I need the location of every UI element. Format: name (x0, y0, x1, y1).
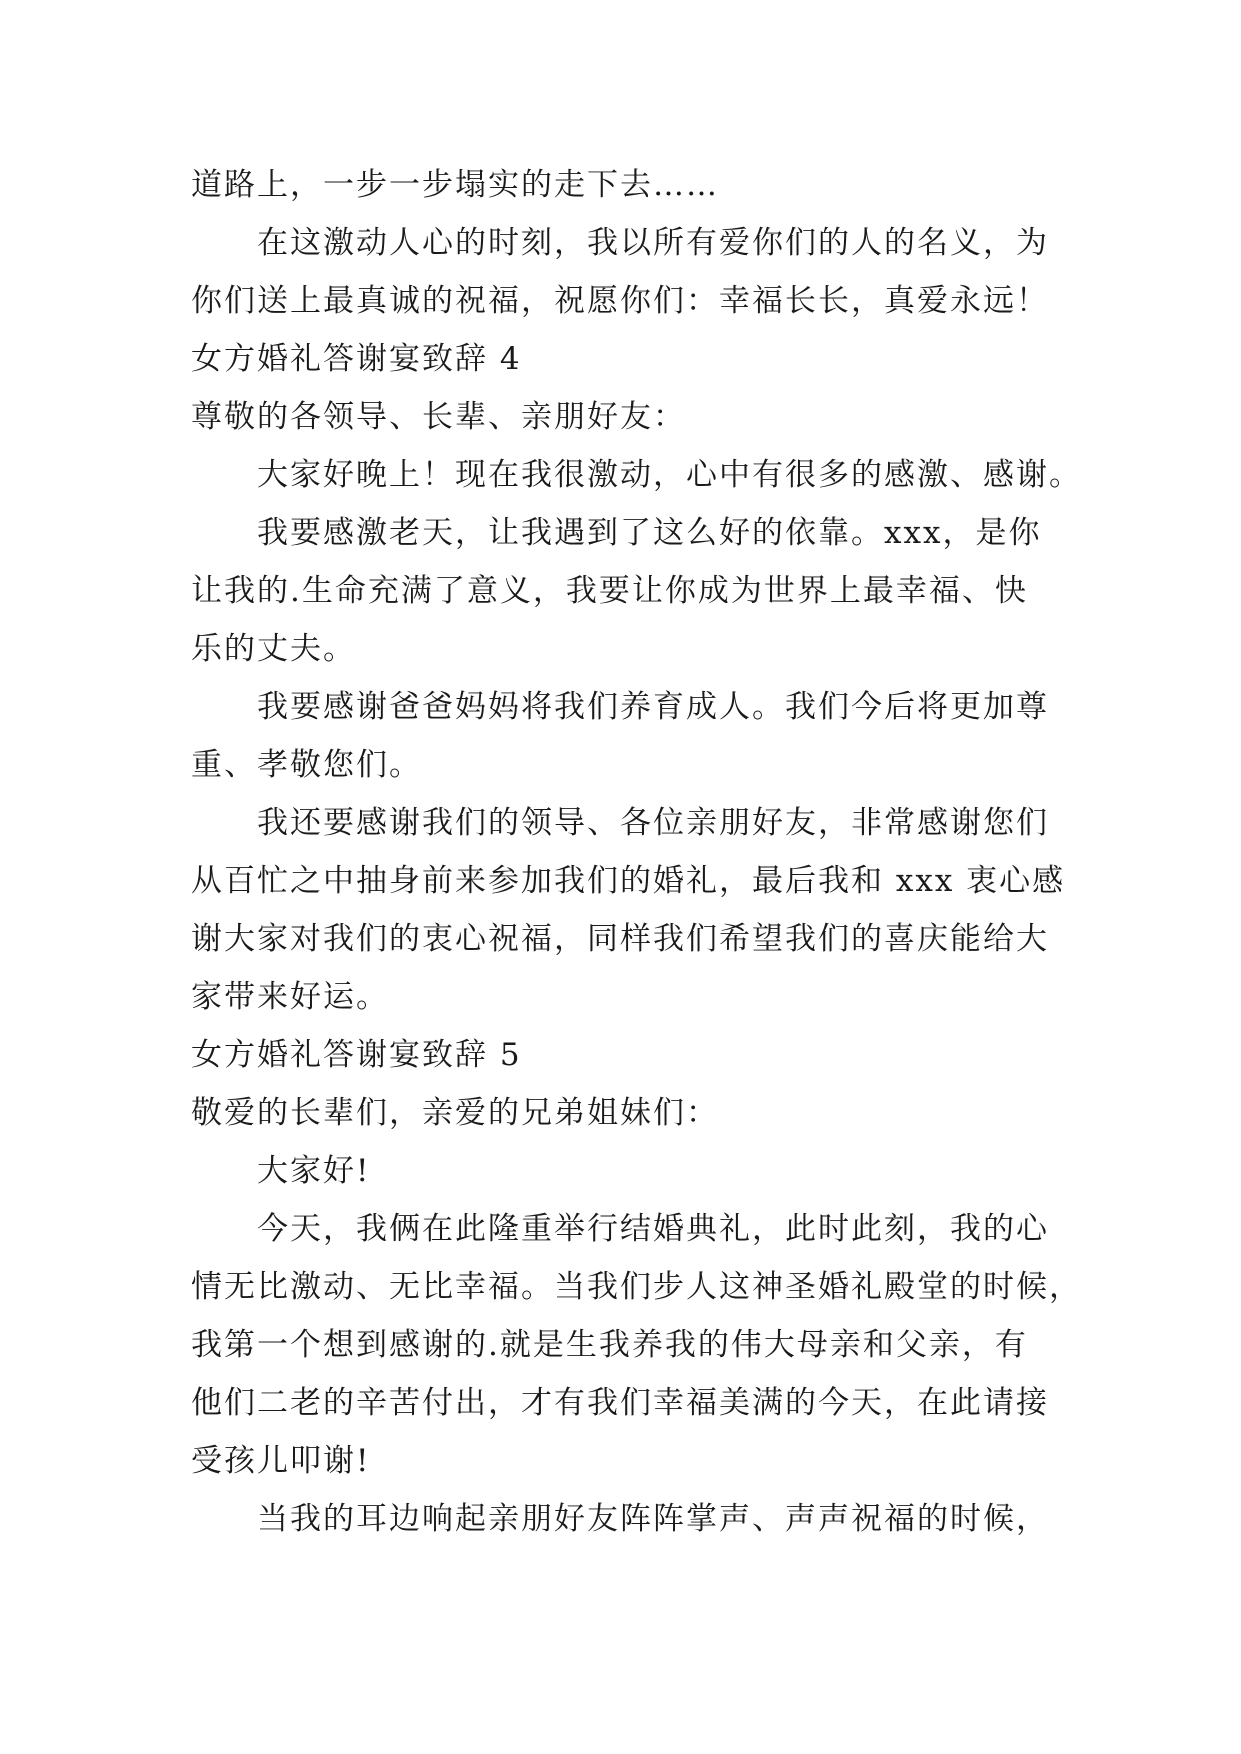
text-line: 今天，我俩在此隆重举行结婚典礼，此时此刻，我的心 (257, 1211, 1049, 1247)
text-line: 大家好晚上！现在我很激动，心中有很多的感激、感谢。 (257, 457, 1082, 493)
salutation: 敬爱的长辈们，亲爱的兄弟姐妹们： (191, 1095, 719, 1131)
section-heading: 女方婚礼答谢宴致辞 5 (191, 1037, 522, 1073)
text-line: 他们二老的辛苦付出，才有我们幸福美满的今天，在此请接 (191, 1385, 1049, 1421)
text-line: 谢大家对我们的衷心祝福，同样我们希望我们的喜庆能给大 (191, 921, 1049, 957)
text-line: 重、孝敬您们。 (191, 747, 422, 783)
text-line: 你们送上最真诚的祝福，祝愿你们：幸福长长，真爱永远！ (191, 283, 1049, 319)
section-heading: 女方婚礼答谢宴致辞 4 (191, 341, 522, 377)
text-line: 我要感激老天，让我遇到了这么好的依靠。xxx，是你 (257, 515, 1042, 551)
text-line: 道路上，一步一步塌实的走下去…… (191, 167, 719, 203)
text-line: 当我的耳边响起亲朋好友阵阵掌声、声声祝福的时候， (257, 1501, 1049, 1537)
text-line: 我要感谢爸爸妈妈将我们养育成人。我们今后将更加尊 (257, 689, 1049, 725)
document-body (191, 156, 1082, 1548)
salutation: 尊敬的各领导、长辈、亲朋好友： (191, 399, 686, 435)
text-line: 情无比激动、无比幸福。当我们步人这神圣婚礼殿堂的时候， (191, 1269, 1082, 1305)
text-line: 在这激动人心的时刻，我以所有爱你们的人的名义，为 (257, 225, 1049, 261)
text-line: 家带来好运。 (191, 979, 389, 1015)
text-line: 从百忙之中抽身前来参加我们的婚礼，最后我和 xxx 衷心感 (191, 863, 1066, 899)
text-line: 乐的丈夫。 (191, 631, 356, 667)
text-line: 大家好! (257, 1153, 371, 1189)
text-line: 我第一个想到感谢的.就是生我养我的伟大母亲和父亲，有 (191, 1327, 1028, 1363)
text-line: 让我的.生命充满了意义，我要让你成为世界上最幸福、快 (191, 573, 1028, 609)
text-line: 我还要感谢我们的领导、各位亲朋好友，非常感谢您们 (257, 805, 1049, 841)
text-line: 受孩儿叩谢! (191, 1443, 371, 1479)
